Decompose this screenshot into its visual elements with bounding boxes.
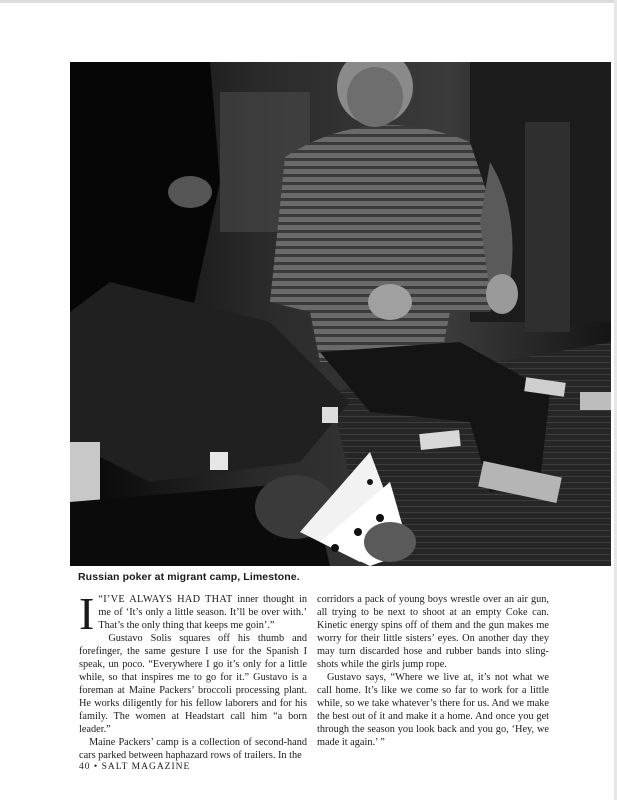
article-column-1: [79, 588, 308, 762]
article-paragraph: Maine Packers’ camp is a collection of second-hand cars parked between haphazard rows of trailers. In the: [79, 737, 307, 761]
poker-photo: [70, 62, 611, 566]
article-paragraph: corridors a pack of young boys wrestle over an air gun, all trying to be next to shoot at an empty Coke can. Kinetic energy spins off of them and the gun makes me worry for their little sisters’ eyes. On another day they may turn discarded hose and rubber bands into sling-shots while the girls jump rope.: [317, 594, 549, 670]
photo-caption: Russian poker at migrant camp, Limestone.: [78, 571, 300, 583]
article-paragraph: [79, 588, 308, 639]
page-footer: 40 • SALT MAGAZINE: [79, 762, 191, 772]
article-column-2: [317, 593, 549, 749]
lead-in: “I’VE ALWAYS HAD THAT: [98, 594, 233, 605]
article-paragraph: Gustavo says, “Where we live at, it’s not what we call home. It’s like we come so far to work for a little while, so we take whatever’s there for us. And we make the best out of it and make it a home. And once you get through the season you look back and you go, ‘Hey, we made it again.’ ”: [317, 672, 549, 748]
scan-edge-top: [0, 0, 617, 3]
article-paragraph: Gustavo Solis squares off his thumb and forefinger, the same gesture I use for the Spanish I speak, un poco. “Everywhere I go it’s only for a little while, so that inspires me to go for it.” Gustavo is a foreman at Maine Packers’ broccoli processing plant. He works diligently for his fellow laborers and for his family. The women at Headstart call him “a born leader.”: [79, 633, 307, 735]
paragraph-text: inner thought in me of ‘It’s only a little season. It’ll be over with.’ That’s the only thing that keeps me goin’.”: [98, 594, 308, 631]
drop-cap: I: [79, 588, 95, 639]
